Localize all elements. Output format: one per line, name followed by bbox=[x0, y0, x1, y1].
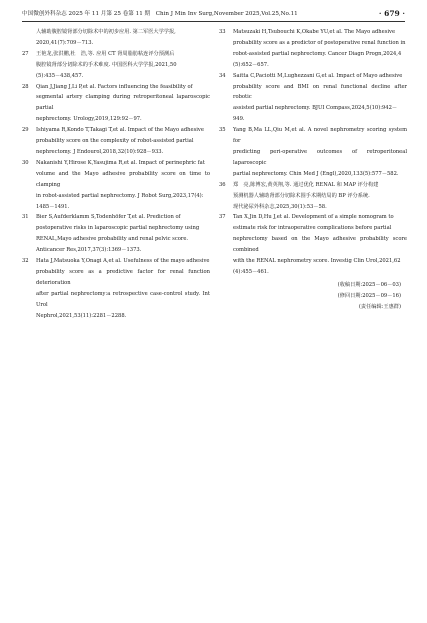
reference-text: probability score and BMI on renal functional decline after robotic bbox=[233, 83, 407, 101]
left-reference-column bbox=[22, 27, 210, 321]
reference-line bbox=[219, 169, 407, 180]
reference-line bbox=[219, 267, 407, 278]
page-number: · 679 · bbox=[378, 9, 405, 18]
reference-line bbox=[22, 234, 210, 245]
reference-line bbox=[22, 49, 210, 60]
reference-text: 腹腔镜肾部分切除术的手术难度. 中国医科大学学报,2021,50 bbox=[36, 61, 177, 68]
reference-line bbox=[219, 71, 407, 82]
reference-line bbox=[22, 289, 210, 311]
reference-text: estimate risk for intraoperative complications before partial bbox=[233, 225, 392, 232]
reference-number: 33 bbox=[219, 29, 226, 35]
reference-text: (5):435－438,457. bbox=[36, 72, 84, 79]
reference-line bbox=[22, 267, 210, 289]
reference-line bbox=[22, 158, 210, 169]
received-date: (收稿日期:2025－06－03) bbox=[337, 281, 401, 288]
reference-text: Ishiyama R,Kondo T,Takagi T,et al. Impact of the Mayo adhesive bbox=[36, 127, 204, 134]
reference-line bbox=[219, 202, 407, 213]
reference-line bbox=[219, 147, 407, 169]
reference-text: with the RENAL nephrometry score. Investig Clin Urol,2021,62 bbox=[233, 258, 401, 265]
reference-number: 29 bbox=[22, 127, 29, 134]
reference-text: in robot-assisted partial nephrectomy. J Robot Surg,2023,17(4): bbox=[36, 192, 204, 199]
reference-line bbox=[22, 60, 210, 71]
article-dates bbox=[219, 280, 407, 313]
reference-line bbox=[22, 245, 210, 256]
journal-header: 中国微创外科杂志 2025 年 11 月第 25 卷第 11 期 Chin J Min Inv Surg,November 2025,Vol.25,No.11 bbox=[22, 11, 298, 17]
reference-text: 1485－1491. bbox=[36, 203, 70, 210]
reference-line bbox=[219, 191, 407, 202]
reference-text: (4):455－461. bbox=[233, 268, 269, 275]
reference-text: 现代泌尿外科杂志,2025,30(1):53－58. bbox=[233, 203, 327, 210]
reference-number: 37 bbox=[219, 214, 226, 221]
reference-text: Saitta C,Paciotti M,Lughezzani G,et al. Impact of Mayo adhesive bbox=[233, 72, 403, 79]
reference-number: 35 bbox=[219, 127, 226, 134]
right-reference-column bbox=[219, 27, 407, 313]
reference-line bbox=[219, 125, 407, 147]
reference-line bbox=[22, 71, 210, 82]
reference-text: (5):652－657. bbox=[233, 61, 269, 68]
reference-text: Tan X,Jin D,Hu J,et al. Development of a simple nomogram to bbox=[233, 214, 394, 221]
reference-text: probability score as a predictive factor for renal function deterioration bbox=[36, 268, 210, 286]
reference-text: predicting peri-operative outcomes of retroperitoneal laparoscopic bbox=[233, 148, 407, 166]
reference-line bbox=[219, 223, 407, 234]
reference-line bbox=[22, 114, 210, 125]
reference-line bbox=[219, 60, 407, 71]
reference-text: Nakanishi Y,Hirose K,Yasujima R,et al. Impact of perinephric fat bbox=[36, 159, 205, 166]
reference-text: probability score as a predictor of postoperative renal function in bbox=[233, 39, 406, 46]
reference-line bbox=[22, 92, 210, 114]
reference-line bbox=[22, 212, 210, 223]
reference-line bbox=[22, 136, 210, 147]
reference-number bbox=[22, 27, 36, 38]
reference-line bbox=[219, 114, 407, 125]
reference-number: 31 bbox=[22, 214, 29, 221]
reference-text: partial nephrectomy. Chin Med J (Engl),2020,133(5):577－582. bbox=[233, 170, 399, 177]
reference-text: assisted partial nephrectomy. BJUI Compass,2024,5(10):942－ bbox=[233, 105, 398, 112]
reference-text: nephrectomy based on the Mayo adhesive probability score combined bbox=[233, 236, 407, 254]
reference-line bbox=[22, 125, 210, 136]
reference-text: robot-assisted partial nephrectomy. Cancer Diagn Progn,2024,4 bbox=[233, 50, 402, 57]
reference-line bbox=[219, 103, 407, 114]
reference-number: 28 bbox=[22, 83, 29, 90]
reference-text: 王艳龙,张洪鹏,杜 浩,等. 应用 CT 肾周脂肪粘连评分预测后 bbox=[36, 50, 175, 57]
reference-text: Nephrol,2021,53(11):2281－2288. bbox=[36, 312, 127, 319]
reference-line bbox=[22, 147, 210, 158]
reference-text: 人辅助腹腔镜肾部分切除术中的初步应用. 第二军医大学学报, bbox=[36, 29, 176, 35]
reference-text: Matsuzaki H,Tsubouchi K,Okabe YU,et al. The Mayo adhesive bbox=[233, 29, 396, 35]
reference-text: Bier S,Aufderklamm S,Todenhöfer T,et al. Prediction of bbox=[36, 214, 181, 221]
reference-line bbox=[219, 180, 407, 191]
reference-text: RENAL,Mayo adhesive probability and renal pelvic score. bbox=[36, 236, 189, 243]
reference-text: Hata J,Matsuoka Y,Onagi A,et al. Usefulness of the mayo adhesive bbox=[36, 258, 210, 265]
reference-line bbox=[22, 223, 210, 234]
reference-text: probability score on the complexity of robot-assisted partial bbox=[36, 138, 194, 145]
reference-line bbox=[219, 234, 407, 256]
reference-text: 949. bbox=[233, 116, 245, 123]
reference-text: 2020,41(7):709－713. bbox=[36, 39, 94, 46]
reference-line bbox=[22, 27, 210, 38]
reference-text: Anticancer Res,2017,37(3):1369－1373. bbox=[36, 247, 142, 254]
reference-line bbox=[22, 38, 210, 49]
reference-text: segmental artery clamping during retroperitoneal laparoscopic partial bbox=[36, 94, 210, 112]
page-header bbox=[22, 7, 405, 21]
reference-line bbox=[219, 256, 407, 267]
reference-text: Qian J,Jiang J,Li P,et al. Factors influencing the feasibility of bbox=[36, 83, 193, 90]
reference-line bbox=[22, 82, 210, 93]
reference-number: 34 bbox=[219, 72, 226, 79]
reference-line bbox=[22, 256, 210, 267]
reference-text: Yang B,Ma LL,Qiu M,et al. A novel nephrometry scoring system for bbox=[233, 127, 407, 145]
reference-text: volume and the Mayo adhesive probability score on time to clamping bbox=[36, 170, 210, 188]
reference-line bbox=[219, 212, 407, 223]
revised-date: (修回日期:2025－09－16) bbox=[337, 292, 401, 299]
reference-text: 郑 亮,陈博宏,黄英翔,等. 通过优化 RENAL 和 MAP 评分构建 bbox=[233, 181, 379, 188]
reference-number: 32 bbox=[22, 258, 29, 265]
responsible-editor: (责任编辑:王惠群) bbox=[358, 303, 401, 310]
reference-text: nephrectomy. J Endourol,2018,32(10):928－933. bbox=[36, 148, 164, 155]
reference-line bbox=[22, 202, 210, 213]
reference-line bbox=[219, 27, 407, 38]
reference-number: 36 bbox=[219, 181, 226, 188]
reference-text: after partial nephrectomy:a retrospective case-control study. Int Urol bbox=[36, 290, 210, 308]
reference-line bbox=[22, 311, 210, 322]
reference-line bbox=[22, 169, 210, 191]
header-rule bbox=[22, 21, 405, 22]
reference-line bbox=[219, 49, 407, 60]
reference-text: postoperative risks in laparoscopic partial nephrectomy using bbox=[36, 225, 200, 232]
reference-number: 30 bbox=[22, 159, 29, 166]
reference-text: nephrectomy. Urology,2019,129:92－97. bbox=[36, 116, 142, 123]
reference-text: 预测机器人辅助肾部分切除术围手术期结局的 BP 评分系统. bbox=[233, 192, 370, 199]
reference-line bbox=[219, 38, 407, 49]
reference-line bbox=[22, 191, 210, 202]
reference-number: 27 bbox=[22, 50, 29, 57]
reference-line bbox=[219, 82, 407, 104]
